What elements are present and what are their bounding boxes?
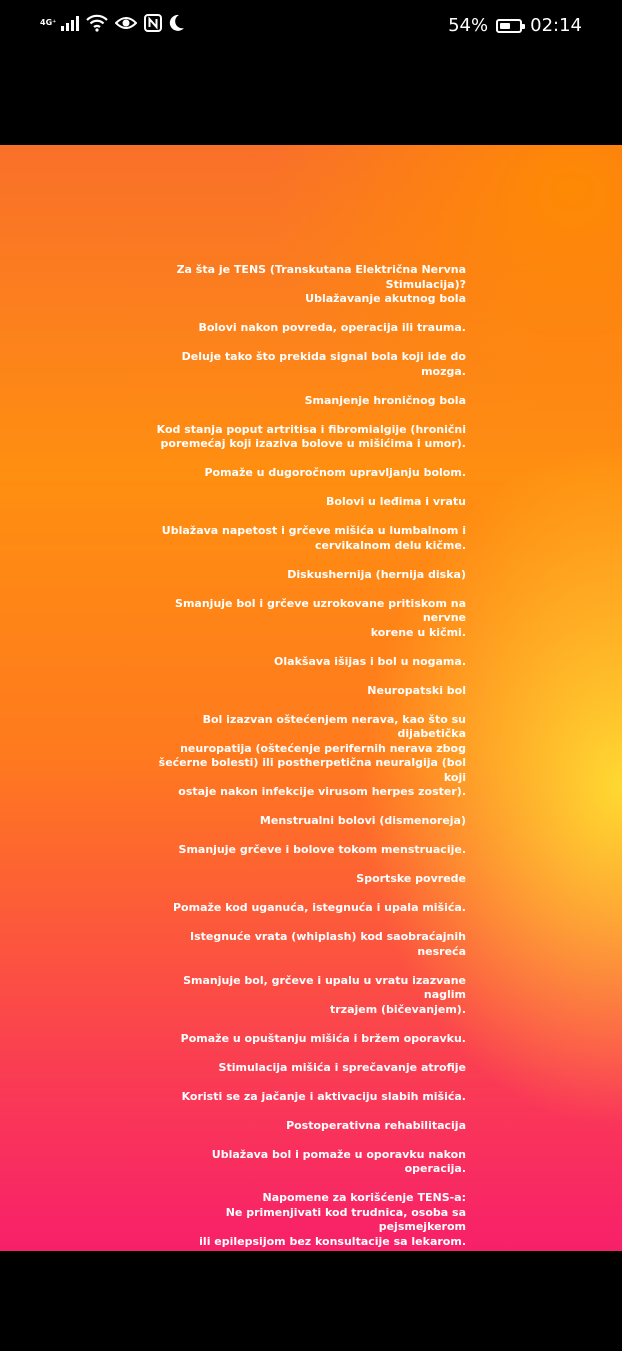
story-line: Deluje tako što prekida signal bola koji ide do mozga. xyxy=(181,350,466,378)
story-paragraph xyxy=(148,1090,466,1105)
story-line: Za šta je TENS (Transkutana Električna Nervna xyxy=(176,263,466,276)
nfc-icon xyxy=(144,14,162,32)
story-paragraph xyxy=(148,930,466,959)
story-paragraph xyxy=(148,1061,466,1076)
network-type-label: 4G⁺ xyxy=(40,18,57,27)
story-paragraph xyxy=(148,423,466,452)
story-paragraph xyxy=(148,350,466,379)
story-paragraph xyxy=(148,974,466,1018)
story-line: Smanjuje bol, grčeve i upalu u vratu izazvane naglim xyxy=(183,973,466,1001)
story-line: Ublažava bol i pomaže u oporavku nakon operacija. xyxy=(211,1147,466,1175)
story-line: cervikalnom delu kičme. xyxy=(314,538,466,552)
story-line: Koristi se za jačanje i aktivaciju slabih mišića. xyxy=(181,1089,466,1103)
story-paragraph xyxy=(148,1148,466,1177)
story-paragraph xyxy=(148,684,466,699)
story-line: Neuropatski bol xyxy=(367,683,466,697)
story-card[interactable] xyxy=(0,145,622,1251)
story-line: Bolovi u leđima i vratu xyxy=(326,495,466,508)
story-line: Kod stanja poput artritisa i fibromialgije (hronični xyxy=(156,422,466,436)
story-paragraph xyxy=(148,466,466,481)
story-line: Smanjuje grčeve i bolove tokom menstruacije. xyxy=(178,843,466,856)
story-paragraph xyxy=(148,1119,466,1134)
story-paragraph xyxy=(148,901,466,916)
story-paragraph xyxy=(148,568,466,583)
story-line: Bol izazvan oštećenjem nerava, kao što su dijabetička xyxy=(202,712,466,740)
story-line: poremećaj koji izaziva bolove u mišićima i umor). xyxy=(160,437,466,450)
eye-icon xyxy=(115,15,137,31)
story-paragraph xyxy=(148,655,466,670)
clock: 02:14 xyxy=(530,15,582,36)
battery-icon xyxy=(496,19,522,33)
story-line: Stimulacija)? xyxy=(385,277,466,291)
story-paragraph xyxy=(148,1032,466,1047)
story-line: trzajem (bičevanjem). xyxy=(329,1002,466,1016)
story-line: šećerne bolesti) ili postherpetična neuralgija (bol koji xyxy=(158,756,466,784)
story-line: neuropatija (oštećenje perifernih nerava zbog xyxy=(180,741,466,755)
story-line: Pomaže kod uganuća, istegnuća i upala mišića. xyxy=(173,901,466,914)
story-line: Postoperativna rehabilitacija xyxy=(286,1118,466,1132)
story-text-block xyxy=(148,263,466,1351)
story-paragraph xyxy=(148,1191,466,1249)
story-line: Pomaže u opuštanju mišića i bržem oporavku. xyxy=(180,1031,466,1045)
story-paragraph xyxy=(148,524,466,553)
story-line: ili epilepsijom bez konsultacije sa lekarom. xyxy=(199,1234,466,1248)
story-line: Menstrualni bolovi (dismenoreja) xyxy=(259,814,466,827)
status-icons-left xyxy=(40,14,185,32)
story-line: Smanjenje hroničnog bola xyxy=(304,393,466,407)
story-line: ostaje nakon infekcije virusom herpes zoster). xyxy=(178,785,466,798)
status-icons-right xyxy=(448,14,582,38)
story-line: Istegnuće vrata (whiplash) kod saobraćajnih nesreća xyxy=(189,930,466,958)
battery-percent: 54% xyxy=(448,15,489,36)
story-line: Ublažava napetost i grčeve mišića u lumbalnom i xyxy=(161,524,466,537)
story-line: Ublažavanje akutnog bola xyxy=(305,292,466,305)
story-line: Napomene za korišćenje TENS-a: xyxy=(262,1191,466,1204)
story-line: Smanjuje bol i grčeve uzrokovane pritiskom na nervne xyxy=(175,596,466,624)
signal-icon xyxy=(61,15,79,31)
story-paragraph xyxy=(148,394,466,409)
story-paragraph xyxy=(148,713,466,800)
story-line: Olakšava išijas i bol u nogama. xyxy=(274,654,466,668)
story-line: Stimulacija mišića i sprečavanje atrofije xyxy=(218,1060,466,1074)
story-paragraph xyxy=(148,321,466,336)
story-paragraph xyxy=(148,495,466,510)
story-line: Diskushernija (hernija diska) xyxy=(287,567,466,581)
story-paragraph xyxy=(148,597,466,641)
status-bar xyxy=(0,0,622,52)
story-line: Bolovi nakon povreda, operacija ili trauma. xyxy=(198,321,466,334)
story-paragraph xyxy=(148,263,466,307)
story-line: Sportske povrede xyxy=(356,872,466,885)
story-paragraph xyxy=(148,872,466,887)
story-paragraph xyxy=(148,814,466,829)
wifi-icon xyxy=(86,14,108,32)
story-line: Pomaže u dugoročnom upravljanju bolom. xyxy=(204,466,466,479)
moon-icon xyxy=(169,14,185,32)
story-line: Ne primenjivati kod trudnica, osoba sa pejsmejkerom xyxy=(225,1205,466,1233)
bottom-black-area xyxy=(0,1251,622,1347)
story-line: korene u kičmi. xyxy=(370,625,466,639)
story-paragraph xyxy=(148,843,466,858)
